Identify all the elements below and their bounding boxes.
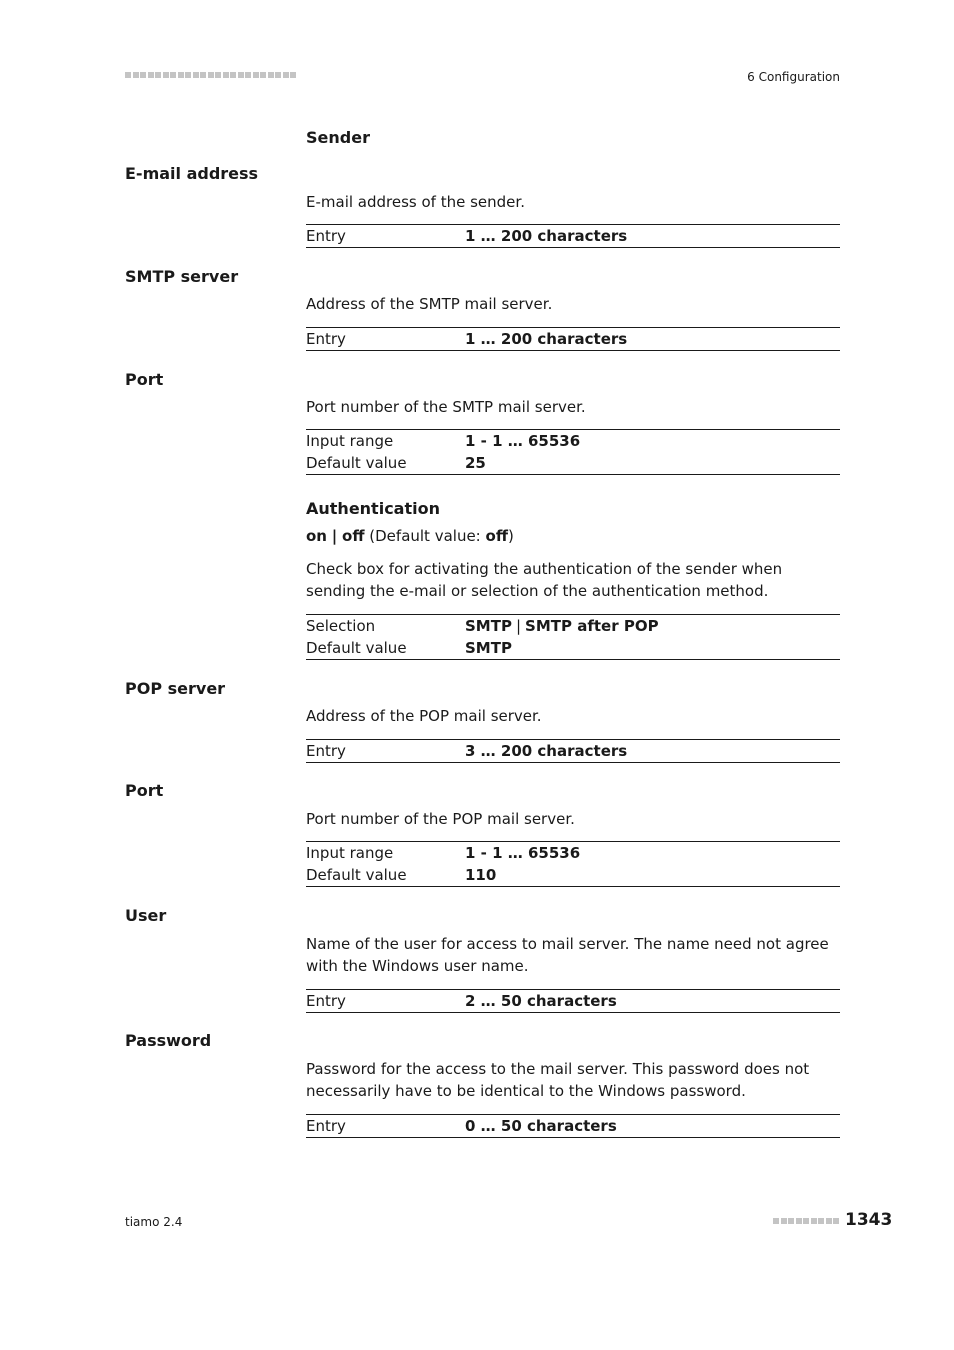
table-row [306, 452, 840, 474]
chapter-title: 6 Configuration [747, 70, 840, 84]
row-key: Selection [306, 617, 376, 635]
password-table [306, 1114, 840, 1138]
smtp-server-description: Address of the SMTP mail server. [306, 295, 553, 313]
authentication-table [306, 614, 840, 660]
option-separator: | [331, 527, 338, 545]
table-row [306, 842, 840, 864]
row-key: Entry [306, 992, 346, 1010]
password-description: Password for the access to the mail server. This password does not necessarily have to be identical to the Windows password. [306, 1060, 810, 1100]
row-value: 110 [465, 866, 497, 884]
table-row [306, 225, 840, 247]
default-value: off [485, 527, 508, 545]
row-value: 1 - 1 … 65536 [465, 432, 581, 450]
pop-port-label: Port [125, 781, 164, 800]
smtp-server-label: SMTP server [125, 267, 239, 286]
row-value: 3 … 200 characters [465, 742, 628, 760]
authentication-description: Check box for activating the authentication of the sender when sending the e-mail or selection of the authentication method. [306, 560, 783, 600]
smtp-server-table [306, 327, 840, 351]
password-label: Password [125, 1031, 212, 1050]
table-row [306, 864, 840, 886]
email-address-label: E-mail address [125, 164, 259, 183]
row-value: 1 … 200 characters [465, 227, 628, 245]
row-value [465, 615, 659, 637]
row-value: 0 … 50 characters [465, 1117, 617, 1135]
user-description: Name of the user for access to mail server. The name need not agree with the Windows user name. [306, 935, 829, 975]
pop-server-description: Address of the POP mail server. [306, 707, 542, 725]
default-prefix: (Default value: [369, 527, 486, 545]
row-value: 2 … 50 characters [465, 992, 617, 1010]
row-value: 1 … 200 characters [465, 330, 628, 348]
row-key: Entry [306, 742, 346, 760]
sender-heading: Sender [306, 128, 370, 147]
authentication-heading: Authentication [306, 499, 440, 518]
row-value: 25 [465, 454, 486, 472]
smtp-port-label: Port [125, 370, 164, 389]
default-suffix: ) [507, 527, 514, 545]
row-value: 1 - 1 … 65536 [465, 844, 581, 862]
table-row [306, 430, 840, 452]
table-row [306, 328, 840, 350]
table-row [306, 1115, 840, 1137]
email-address-table [306, 224, 840, 248]
row-key: Entry [306, 227, 346, 245]
row-key: Entry [306, 1117, 346, 1135]
user-table [306, 989, 840, 1013]
email-address-description: E-mail address of the sender. [306, 193, 525, 211]
table-row [306, 637, 840, 659]
user-label: User [125, 906, 167, 925]
row-value: SMTP [465, 639, 512, 657]
page-number: 1343 [845, 1210, 893, 1230]
table-row [306, 740, 840, 762]
selection-smtp: SMTP [465, 617, 512, 635]
table-row [306, 615, 840, 637]
row-key: Default value [306, 454, 407, 472]
header-decoration [125, 72, 307, 79]
row-key: Default value [306, 866, 407, 884]
row-key: Input range [306, 432, 394, 450]
row-key: Input range [306, 844, 394, 862]
smtp-port-description: Port number of the SMTP mail server. [306, 398, 586, 416]
product-name: tiamo 2.4 [125, 1215, 183, 1229]
selection-smtp-after-pop: SMTP after POP [525, 617, 659, 635]
pop-port-description: Port number of the POP mail server. [306, 810, 575, 828]
pop-server-label: POP server [125, 679, 226, 698]
selection-separator: | [515, 617, 522, 635]
row-key: Entry [306, 330, 346, 348]
table-row [306, 990, 840, 1012]
row-key: Default value [306, 639, 407, 657]
smtp-port-table [306, 429, 840, 475]
pop-port-table [306, 841, 840, 887]
option-off: off [342, 527, 365, 545]
footer-decoration [773, 1218, 843, 1225]
option-on: on [306, 527, 327, 545]
pop-server-table [306, 739, 840, 763]
authentication-options [306, 527, 514, 545]
